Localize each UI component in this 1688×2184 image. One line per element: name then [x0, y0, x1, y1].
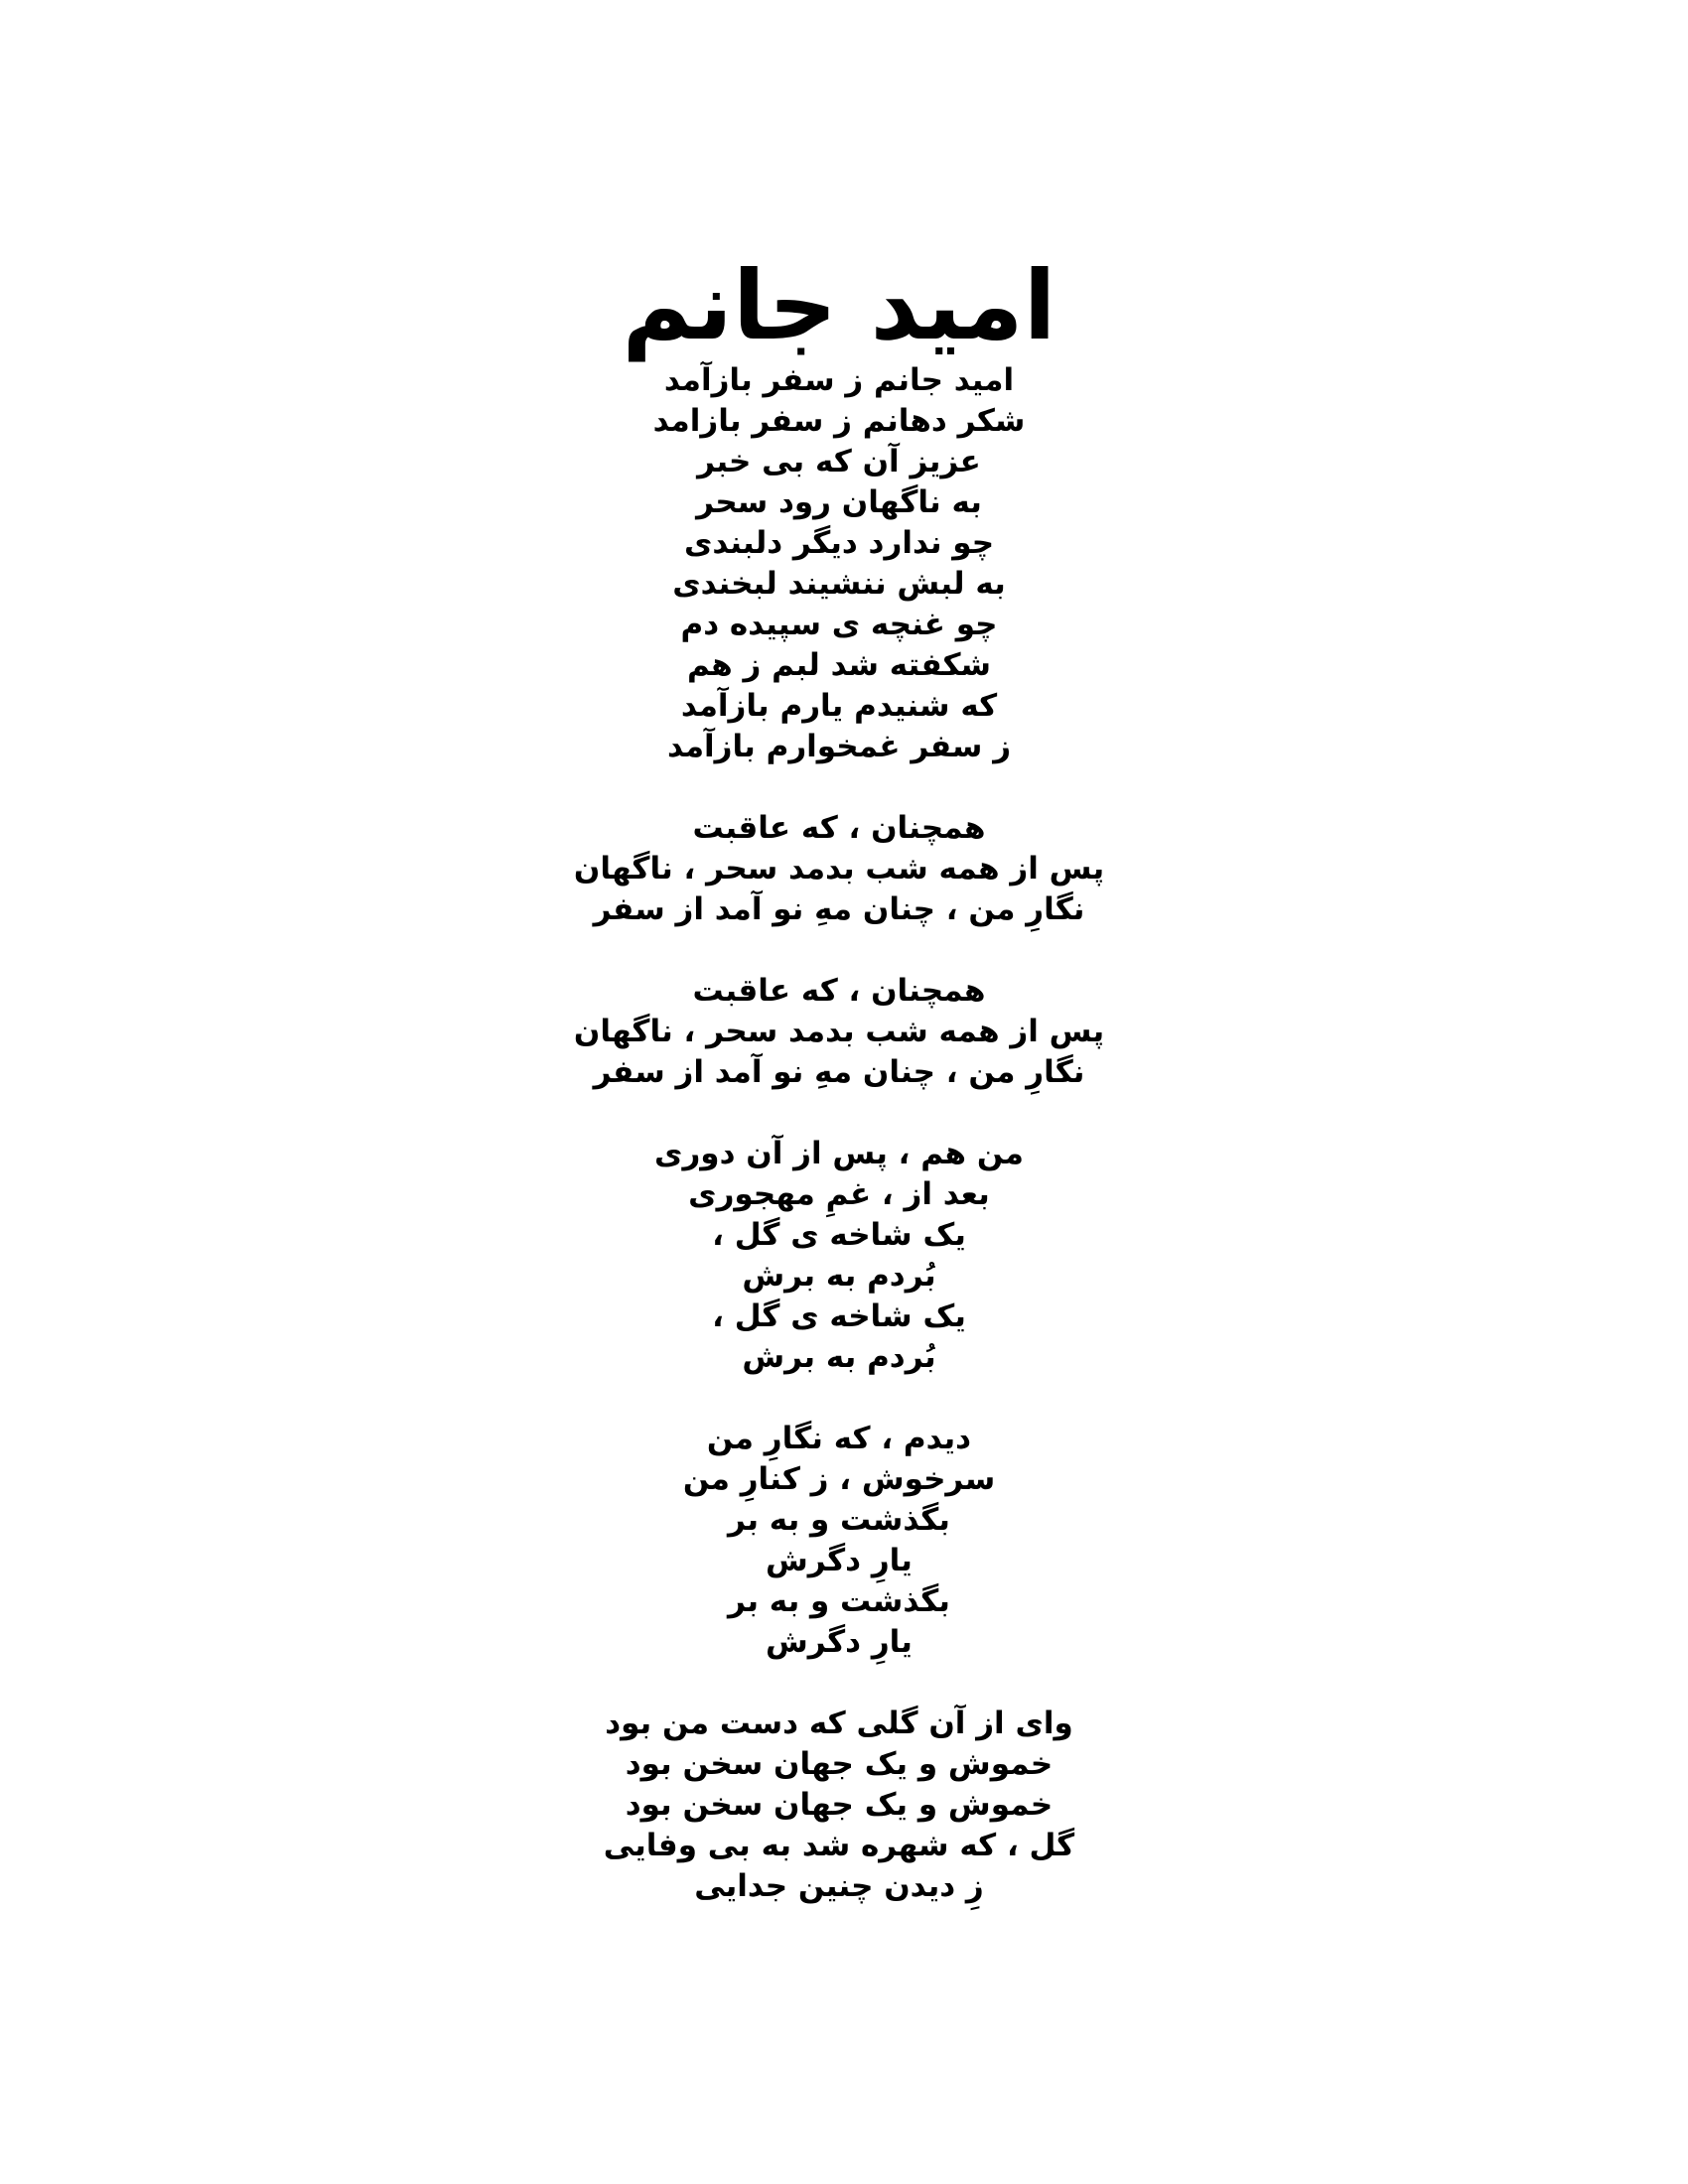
poem-line: ز سفر غمخوارم بازآمد: [666, 729, 1012, 764]
stanza-1: [0, 360, 1678, 767]
poem-line: سرخوش ، ز کنارِ من: [682, 1461, 996, 1497]
poem-line: بُردم به برش: [742, 1258, 936, 1294]
poem-line: به لبش ننشیند لبخندی: [672, 566, 1006, 602]
poem-line: نگارِ من ، چنان مهِ نو آمد از سفر: [593, 891, 1085, 927]
poem-line: به ناگهان رود سحر: [696, 484, 982, 520]
poem: [0, 250, 1678, 1907]
poem-line: زِ دیدن چنین جدایی: [694, 1868, 984, 1904]
stanza-3: [0, 971, 1678, 1093]
stanza-4: [0, 1134, 1678, 1378]
poem-line: عزیز آن که بی خبر: [697, 444, 981, 479]
poem-line: نگارِ من ، چنان مهِ نو آمد از سفر: [593, 1054, 1085, 1090]
poem-line: یارِ دگرش: [766, 1543, 913, 1578]
poem-line: بعد از ، غمِ مهجوری: [688, 1176, 990, 1212]
poem-line: همچنان ، که عاقبت: [692, 973, 986, 1009]
poem-line: خموش و یک جهان سخن بود: [625, 1787, 1054, 1823]
poem-title: امید جانم: [622, 250, 1056, 361]
poem-line: چو ندارد دیگر دلبندی: [683, 525, 995, 561]
poem-line: بگذشت و به بر: [728, 1583, 950, 1619]
poem-line: یک شاخه ی گل ،: [712, 1298, 966, 1334]
poem-line: گل ، که شهره شد به بی وفایی: [603, 1828, 1075, 1863]
stanza-5: [0, 1419, 1678, 1663]
poem-line: که شنیدم یارم بازآمد: [680, 688, 998, 724]
poem-line: چو غنچه ی سپیده دم: [680, 607, 998, 642]
poem-line: بُردم به برش: [742, 1339, 936, 1375]
poem-line: یک شاخه ی گل ،: [712, 1217, 966, 1253]
poem-line: پس از همه شب بدمد سحر ، ناگهان: [573, 1014, 1105, 1049]
poem-line: یارِ دگرش: [766, 1624, 913, 1660]
poem-line: امید جانم ز سفر بازآمد: [663, 362, 1015, 398]
poem-line: من هم ، پس از آن دوری: [654, 1136, 1024, 1171]
poem-line: شکفته شد لبم ز هم: [686, 647, 992, 683]
poem-line: دیدم ، که نگارِ من: [706, 1421, 972, 1456]
poem-line: همچنان ، که عاقبت: [692, 810, 986, 846]
poem-line: خموش و یک جهان سخن بود: [625, 1746, 1054, 1782]
poem-line: شکر دهانم ز سفر بازامد: [652, 403, 1026, 439]
poem-line: پس از همه شب بدمد سحر ، ناگهان: [573, 851, 1105, 887]
stanza-6: [0, 1704, 1678, 1907]
stanza-2: [0, 808, 1678, 930]
poem-line: وای از آن گلی که دست من بود: [605, 1706, 1073, 1741]
poem-line: بگذشت و به بر: [728, 1502, 950, 1538]
